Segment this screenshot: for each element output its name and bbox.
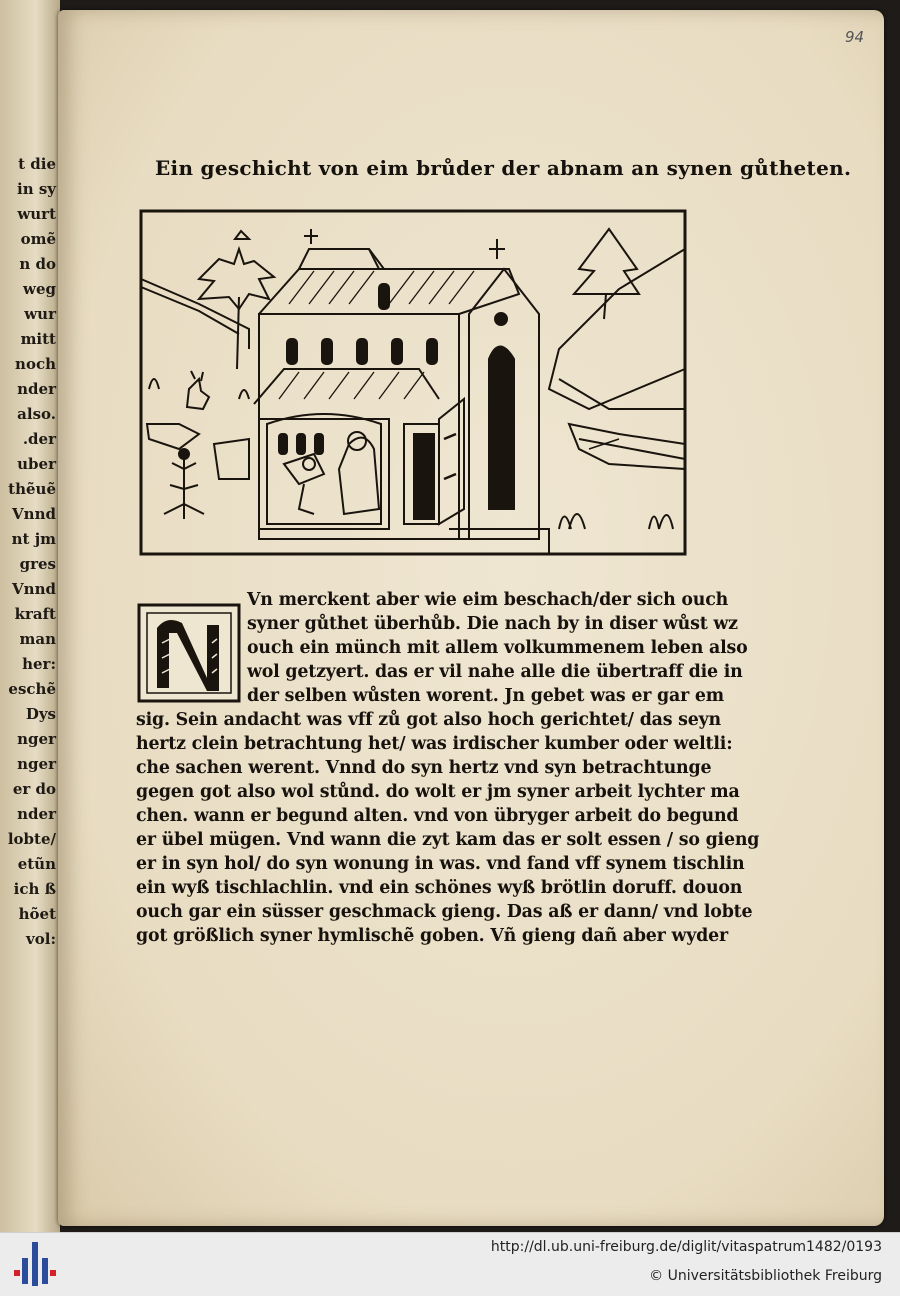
text-line: ouch ein münch mit allem volkummenem leben also bbox=[247, 638, 748, 658]
left-leaf-line: nt jm bbox=[11, 530, 56, 548]
left-leaf-line: vol: bbox=[26, 930, 56, 948]
left-leaf-line: wurt bbox=[17, 205, 56, 223]
left-leaf-line: noch bbox=[15, 355, 56, 373]
left-leaf-line: her: bbox=[22, 655, 56, 673]
copyright-notice: © Universitätsbibliothek Freiburg bbox=[649, 1268, 882, 1284]
left-leaf-line: uber bbox=[17, 455, 56, 473]
text-line: syner gůthet überhůb. Die nach by in diser wůst wz bbox=[247, 614, 738, 634]
folio-number: 94 bbox=[845, 28, 865, 46]
text-line: Vn merckent aber wie eim beschach/der sich ouch bbox=[247, 590, 729, 610]
left-leaf-line: n do bbox=[19, 255, 56, 273]
left-leaf-line: man bbox=[19, 630, 56, 648]
left-leaf-line: mitt bbox=[20, 330, 56, 348]
text-line: sig. Sein andacht was vff zů got also hoch gerichtet/ das seyn bbox=[136, 710, 721, 730]
text-line: ouch gar ein süsser geschmack gieng. Das aß er dann/ vnd lobte bbox=[136, 902, 753, 922]
left-page-edge bbox=[0, 0, 60, 1232]
left-leaf-line: etũn bbox=[17, 855, 56, 873]
left-leaf-line: hõet bbox=[18, 905, 56, 923]
left-leaf-line: thẽuẽ bbox=[8, 480, 56, 498]
text-line: wol getzyert. das er vil nahe alle die übertraff die in bbox=[247, 662, 743, 682]
left-leaf-line: lobte/ bbox=[7, 830, 56, 848]
left-leaf-line: kraft bbox=[14, 605, 56, 623]
text-line: gegen got also wol stůnd. do wolt er jm syner arbeit lychter ma bbox=[136, 782, 740, 802]
left-leaf-line: omẽ bbox=[20, 230, 56, 248]
left-leaf-line: Dys bbox=[25, 705, 56, 723]
left-leaf-line: nder bbox=[17, 805, 56, 823]
left-leaf-line: wur bbox=[24, 305, 56, 323]
text-line: er übel mügen. Vnd wann die zyt kam das er solt essen / so gieng bbox=[136, 830, 760, 850]
left-leaf-line: Vnnd bbox=[12, 580, 56, 598]
source-url-link[interactable]: http://dl.ub.uni-freiburg.de/diglit/vitaspatrum1482/0193 bbox=[490, 1239, 882, 1255]
library-logo-icon[interactable] bbox=[12, 1240, 58, 1288]
chapter-heading: Ein geschicht von eim brůder der abnam an synen gůtheten. bbox=[155, 156, 852, 180]
text-line: chen. wann er begund alten. vnd von übryger arbeit do begund bbox=[136, 806, 739, 826]
text-line: ein wyß tischlachlin. vnd ein schönes wyß brötlin doruff. douon bbox=[136, 878, 743, 898]
left-leaf-line: nder bbox=[17, 380, 56, 398]
left-leaf-line: ich ß bbox=[13, 880, 56, 898]
text-line: der selben wůsten worent. Jn gebet was er gar em bbox=[247, 686, 724, 706]
left-leaf-line: in sy bbox=[17, 180, 56, 198]
left-leaf-line: weg bbox=[23, 280, 56, 298]
text-line: hertz clein betrachtung het/ was irdischer kumber oder weltli: bbox=[136, 734, 733, 754]
left-leaf-line: .der bbox=[22, 430, 56, 448]
left-leaf-line: nger bbox=[17, 755, 56, 773]
left-leaf-line: gres bbox=[19, 555, 56, 573]
left-leaf-line: t die bbox=[18, 155, 56, 173]
left-leaf-line: Vnnd bbox=[12, 505, 56, 523]
text-line: got größlich syner hymlischẽ goben. Vñ gieng dañ aber wyder bbox=[136, 926, 728, 946]
left-leaf-line: er do bbox=[12, 780, 56, 798]
decorated-initial bbox=[137, 603, 241, 703]
left-leaf-line: also. bbox=[17, 405, 56, 423]
left-leaf-line: eschẽ bbox=[8, 680, 56, 698]
text-line: er in syn hol/ do syn wonung in was. vnd fand vff synem tischlin bbox=[136, 854, 745, 874]
woodcut-illustration bbox=[139, 209, 687, 556]
left-leaf-line: nger bbox=[17, 730, 56, 748]
text-line: che sachen werent. Vnnd do syn hertz vnd syn betrachtunge bbox=[136, 758, 712, 778]
